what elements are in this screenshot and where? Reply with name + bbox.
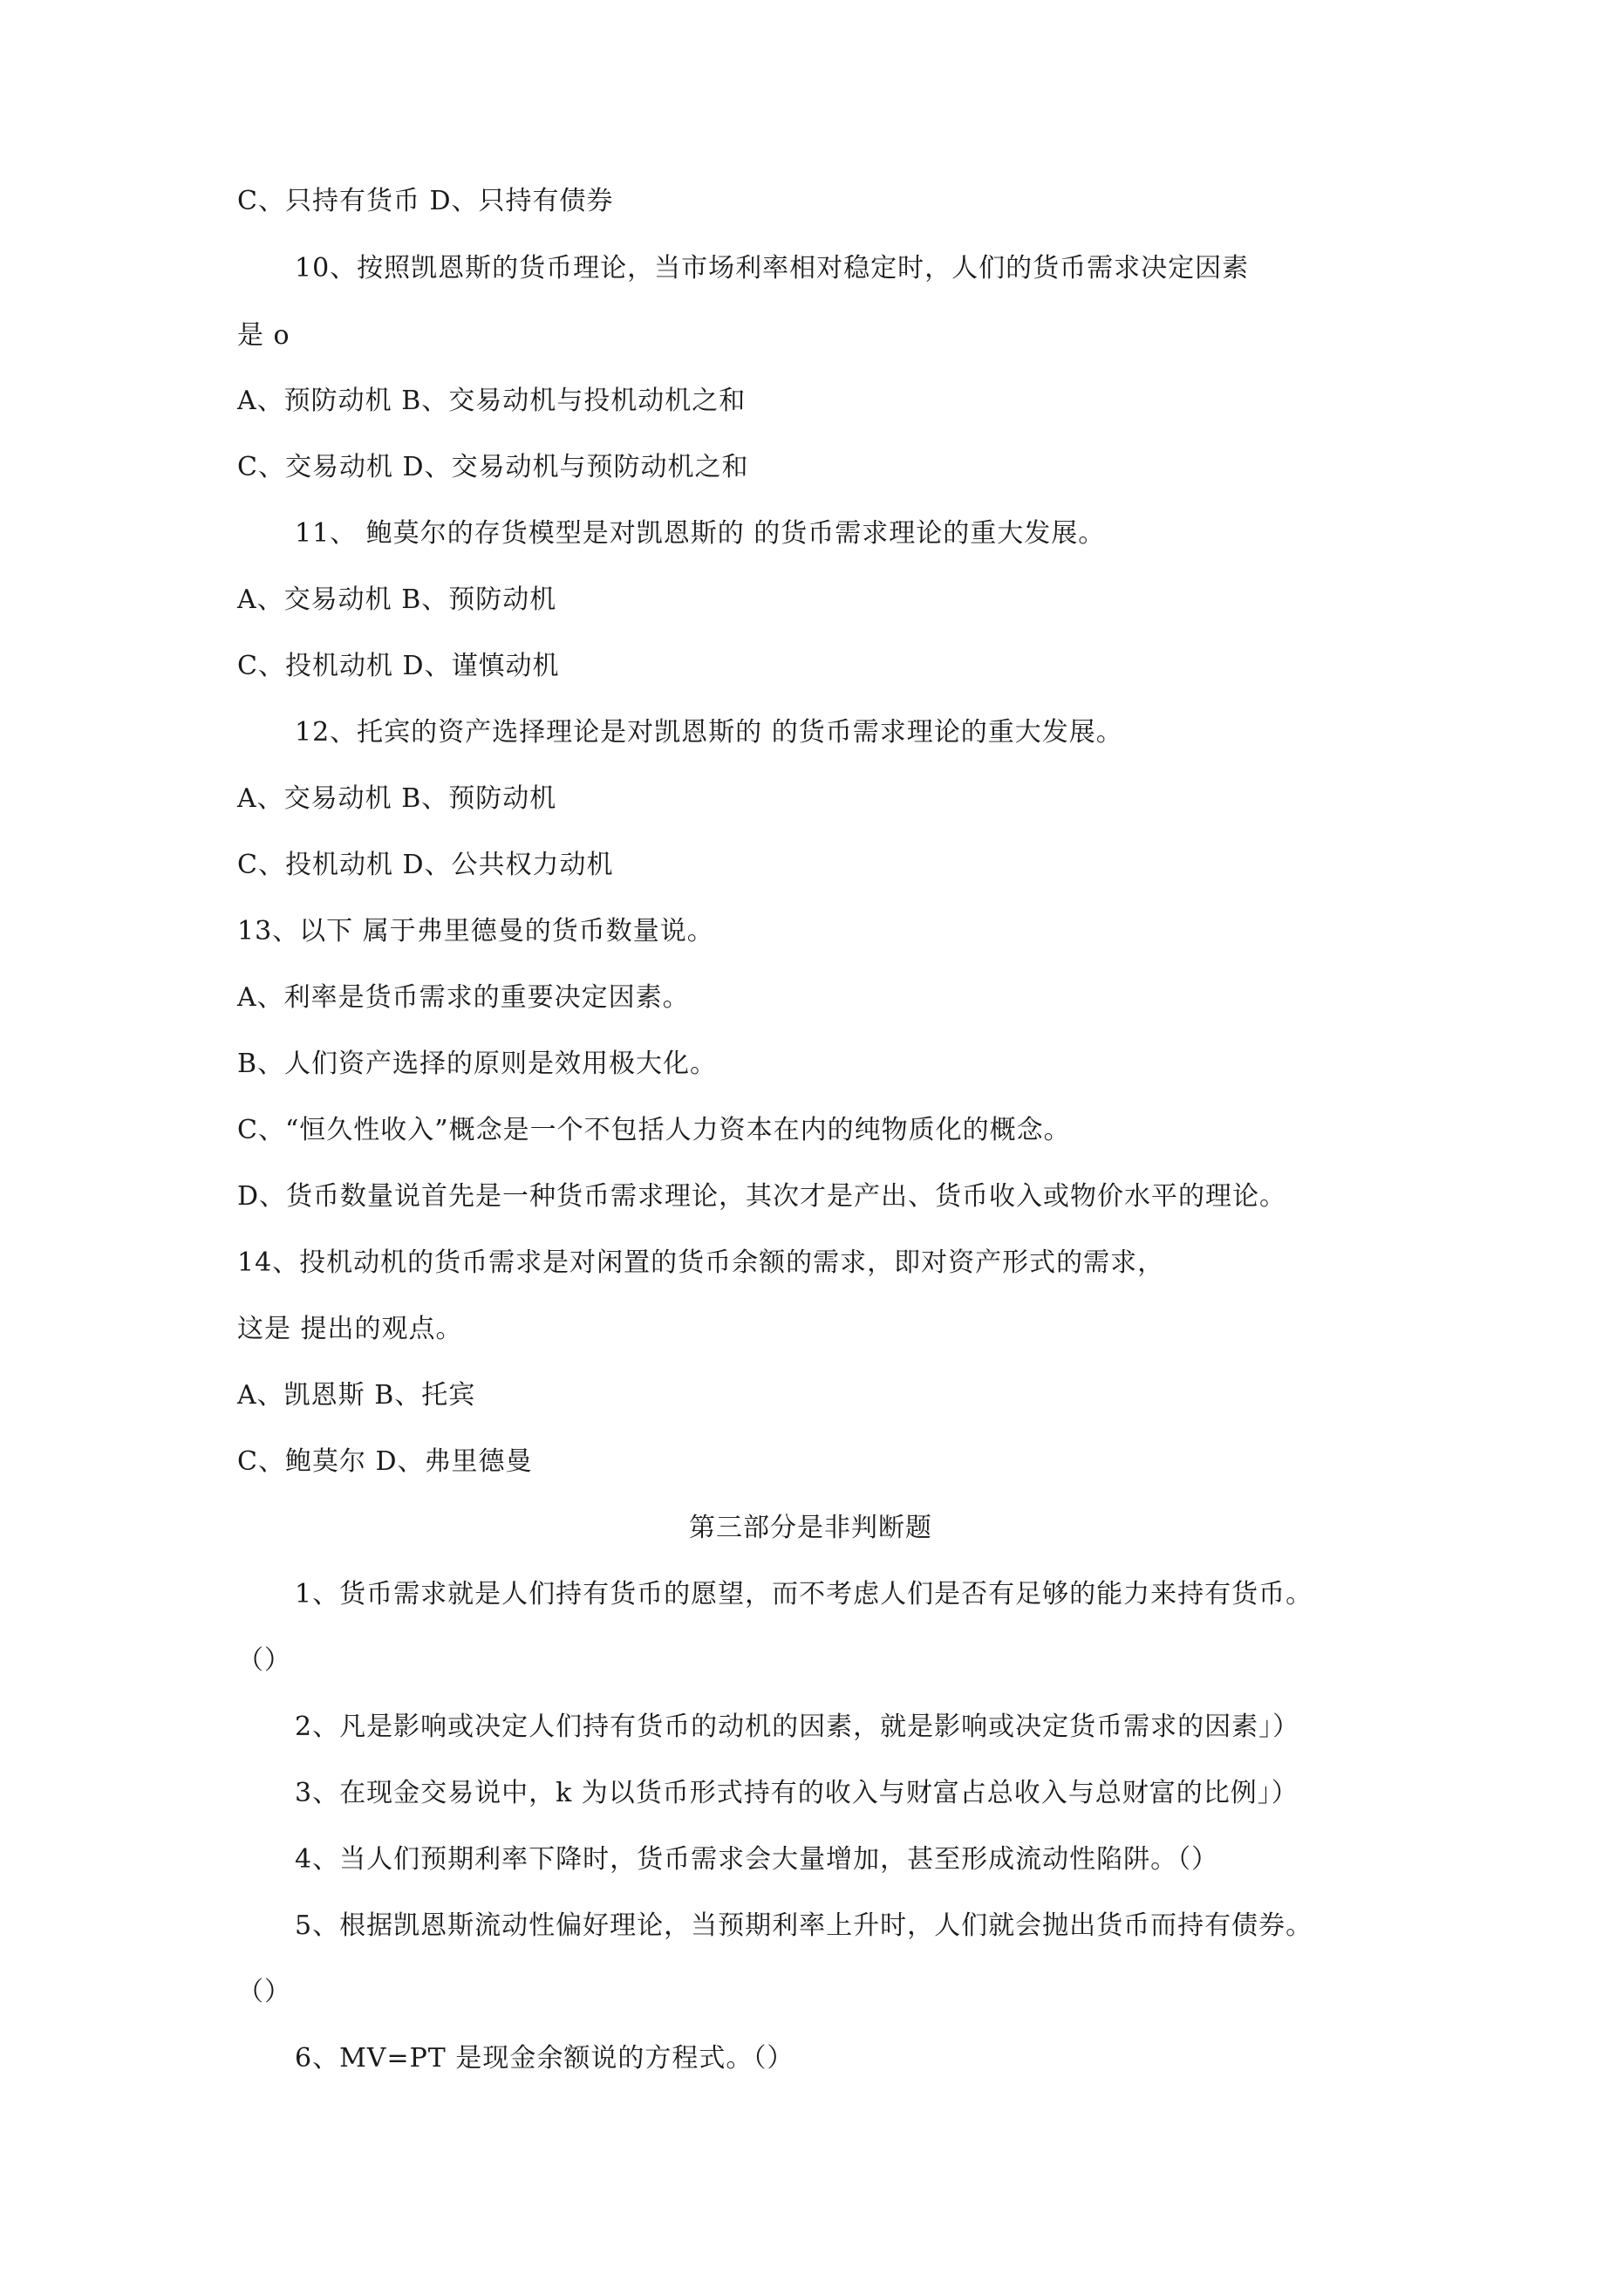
question-11: 11、 鲍莫尔的存货模型是对凯恩斯的 的货币需求理论的重大发展。 bbox=[295, 518, 1106, 549]
option-13a: A、利率是货币需求的重要决定因素。 bbox=[237, 982, 690, 1013]
option-line-11ab: A、交易动机 B、预防动机 bbox=[237, 584, 557, 615]
option-line-10cd: C、交易动机 D、交易动机与预防动机之和 bbox=[237, 452, 749, 482]
judgement-1-blank: （） bbox=[237, 1645, 291, 1676]
judgement-4: 4、当人们预期利率下降时，货币需求会大量增加，甚至形成流动性陷阱。（） bbox=[295, 1844, 1219, 1875]
option-13c: C、“恒久性收入”概念是一个不包括人力资本在内的纯物质化的概念。 bbox=[237, 1115, 1071, 1145]
question-12: 12、托宾的资产选择理论是对凯恩斯的 的货币需求理论的重大发展。 bbox=[295, 717, 1123, 748]
option-line-14ab: A、凯恩斯 B、托宾 bbox=[237, 1380, 476, 1411]
option-13b: B、人们资产选择的原则是效用极大化。 bbox=[237, 1049, 718, 1079]
option-13d: D、货币数量说首先是一种货币需求理论，其次才是产出、货币收入或物价水平的理论。 bbox=[237, 1181, 1287, 1212]
question-10: 10、按照凯恩斯的货币理论，当市场利率相对稳定时，人们的货币需求决定因素 bbox=[295, 253, 1250, 284]
option-line-10ab: A、预防动机 B、交易动机与投机动机之和 bbox=[237, 386, 747, 416]
judgement-5-blank: （） bbox=[237, 1977, 291, 2007]
option-line-11cd: C、投机动机 D、谨慎动机 bbox=[237, 651, 560, 681]
section-heading: 第三部分是非判断题 bbox=[689, 1513, 932, 1543]
question-14-continuation: 这是 提出的观点。 bbox=[237, 1314, 463, 1344]
question-13: 13、以下 属于弗里德曼的货币数量说。 bbox=[237, 916, 714, 946]
judgement-2: 2、凡是影响或决定人们持有货币的动机的因素，就是影响或决定货币需求的因素」） bbox=[295, 1712, 1300, 1742]
judgement-1: 1、货币需求就是人们持有货币的愿望，而不考虑人们是否有足够的能力来持有货币。 bbox=[295, 1579, 1313, 1609]
judgement-5: 5、根据凯恩斯流动性偏好理论，当预期利率上升时，人们就会抛出货币而持有债券。 bbox=[295, 1910, 1313, 1941]
judgement-6: 6、MV=PT 是现金余额说的方程式。（） bbox=[295, 2043, 794, 2074]
question-14: 14、投机动机的货币需求是对闲置的货币余额的需求，即对资产形式的需求， bbox=[237, 1247, 1165, 1278]
question-10-continuation: 是 o bbox=[237, 320, 290, 351]
option-line-14cd: C、鲍莫尔 D、弗里德曼 bbox=[237, 1446, 533, 1477]
option-line-12ab: A、交易动机 B、预防动机 bbox=[237, 783, 557, 814]
option-line-12cd: C、投机动机 D、公共权力动机 bbox=[237, 850, 614, 880]
judgement-3: 3、在现金交易说中，k 为以货币形式持有的收入与财富占总收入与总财富的比例」） bbox=[295, 1778, 1299, 1808]
option-line-9cd: C、只持有货币 D、只持有债券 bbox=[237, 186, 614, 216]
